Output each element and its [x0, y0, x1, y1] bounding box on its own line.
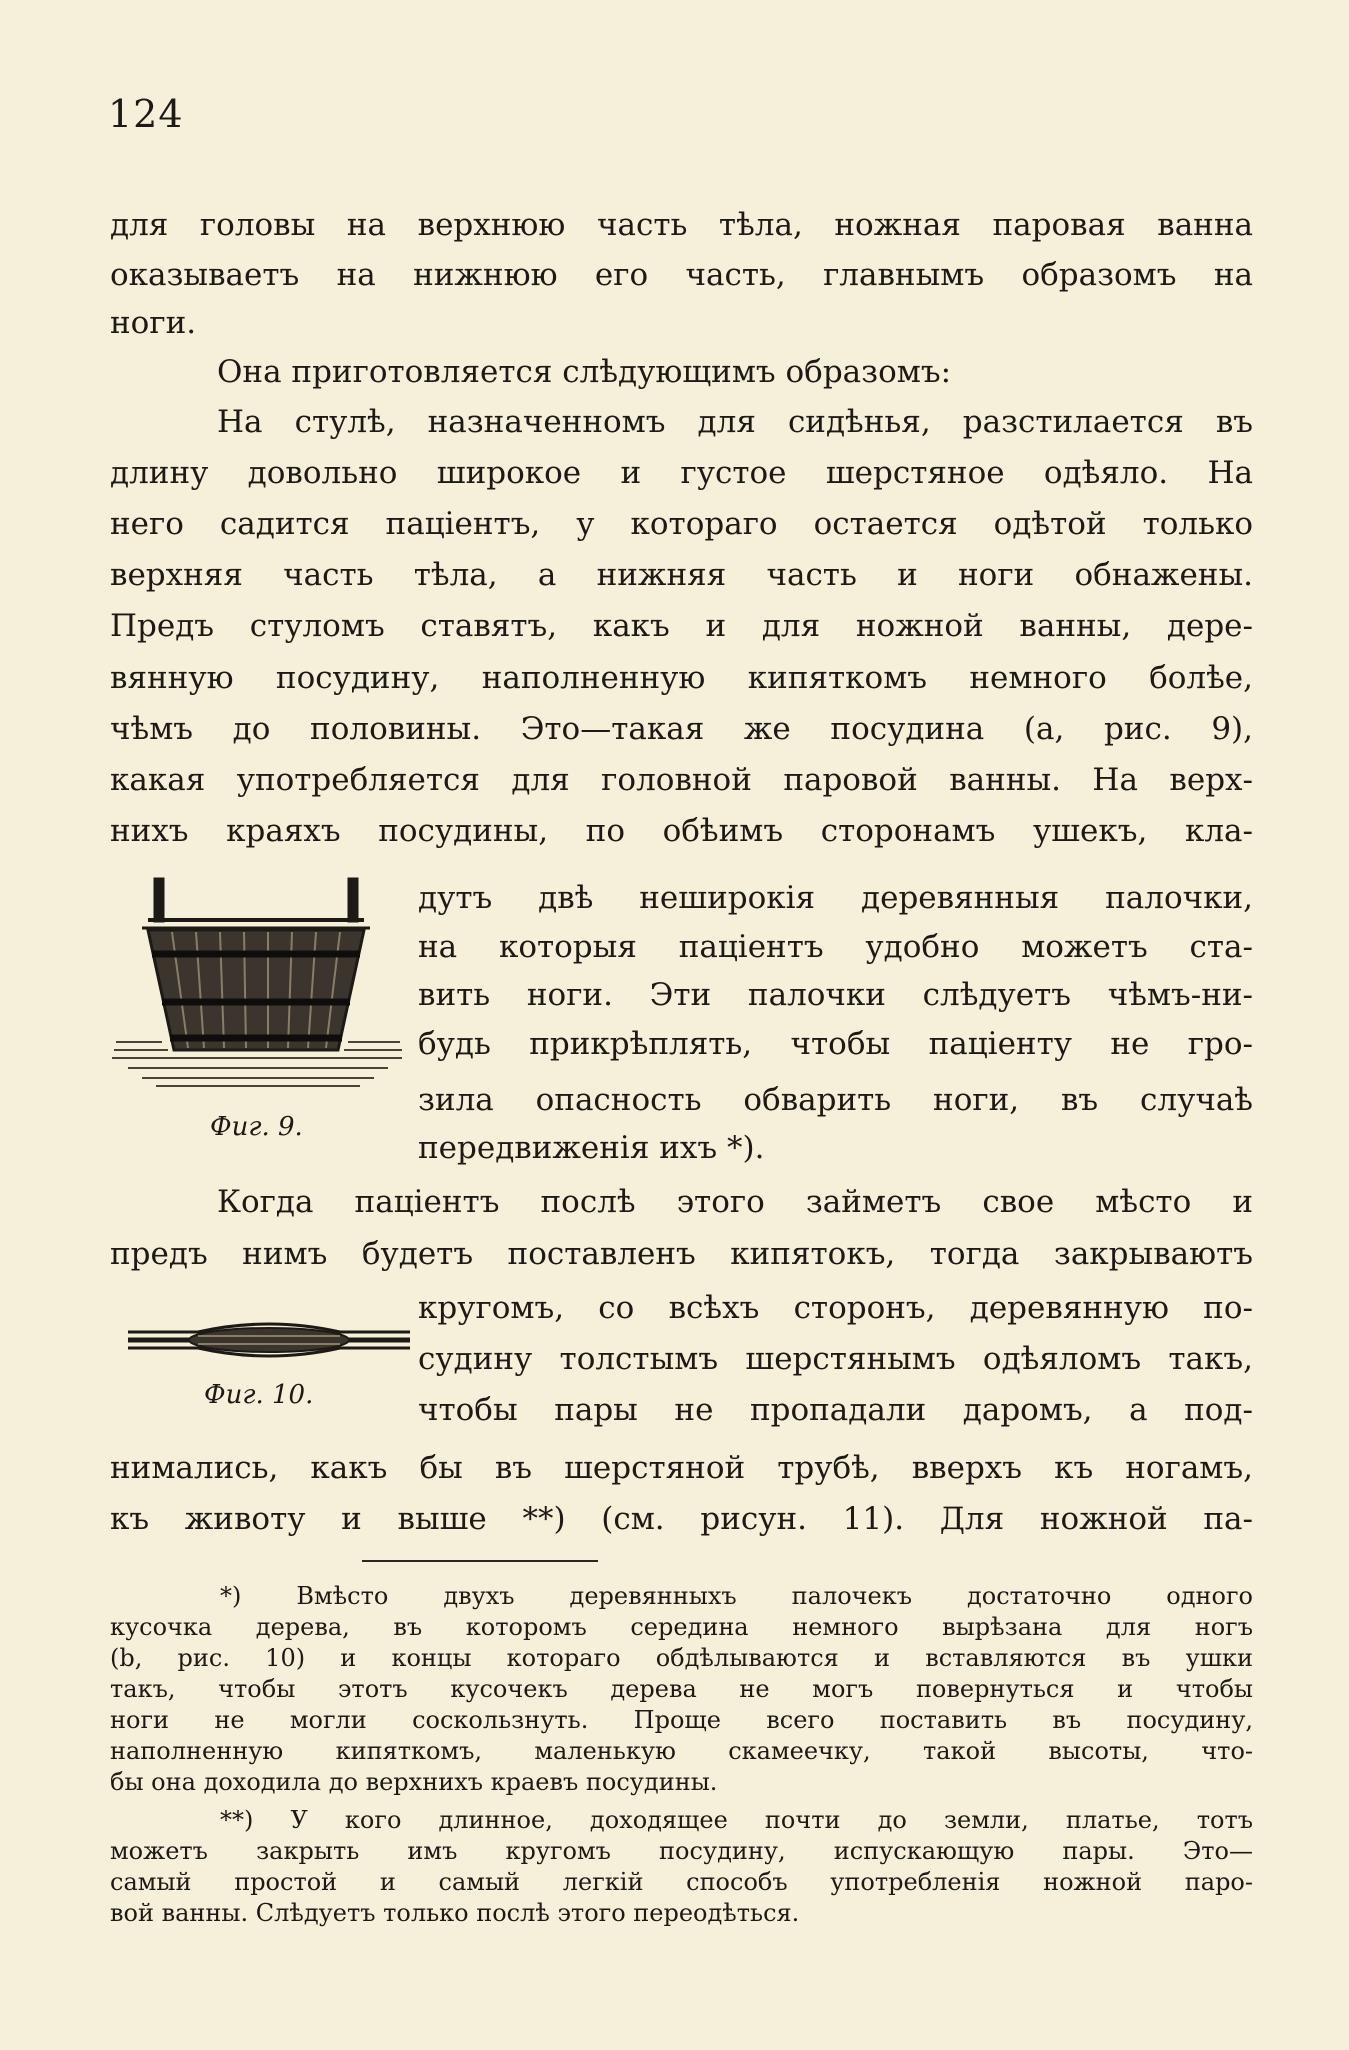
- text-line: него садится паціентъ, у котораго остается одѣтой только: [110, 506, 1253, 542]
- text-line: къ животу и выше **) (см. рисун. 11). Для ножной па-: [110, 1501, 1253, 1537]
- footnote-line: **) У кого длинное, доходящее почти до земли, платье, тотъ: [220, 1806, 1253, 1834]
- text-line: Когда паціентъ послѣ этого займетъ свое мѣсто и: [217, 1184, 1253, 1220]
- text-line: зила опасность обварить ноги, въ случаѣ: [418, 1082, 1253, 1118]
- text-line: нимались, какъ бы въ шерстяной трубѣ, вверхъ къ ногамъ,: [110, 1450, 1253, 1486]
- text-line: передвиженія ихъ *).: [418, 1130, 765, 1166]
- text-line: дутъ двѣ неширокія деревянныя палочки,: [418, 880, 1253, 916]
- text-line: кругомъ, со всѣхъ сторонъ, деревянную по-: [418, 1290, 1253, 1326]
- footnote-line: бы она доходила до верхнихъ краевъ посудины.: [110, 1768, 718, 1796]
- text-line: какая употребляется для головной паровой ванны. На верх-: [110, 762, 1253, 798]
- footnote-line: наполненную кипяткомъ, маленькую скамеечку, такой высоты, что-: [110, 1737, 1253, 1765]
- text-line: Она приготовляется слѣдующимъ образомъ:: [217, 354, 952, 390]
- figure-9-caption: Фиг. 9.: [210, 1112, 303, 1142]
- text-line: предъ нимъ будетъ поставленъ кипятокъ, тогда закрываютъ: [110, 1236, 1253, 1272]
- page-number: 124: [108, 92, 184, 136]
- text-line: нихъ краяхъ посудины, по обѣимъ сторонамъ ушекъ, кла-: [110, 813, 1253, 849]
- figure-10-caption: Фиг. 10.: [204, 1380, 314, 1410]
- text-line: на которыя паціентъ удобно можетъ ста-: [418, 929, 1253, 965]
- text-line: будь прикрѣплять, чтобы паціенту не гро-: [418, 1026, 1253, 1062]
- text-line: длину довольно широкое и густое шерстяное одѣяло. На: [110, 455, 1253, 491]
- footnote-line: (b, рис. 10) и концы котораго обдѣлываются и вставляются въ ушки: [110, 1644, 1253, 1672]
- text-line: чтобы пары не пропадали даромъ, а под-: [418, 1392, 1253, 1428]
- text-line: верхняя часть тѣла, а нижняя часть и ноги обнажены.: [110, 557, 1253, 593]
- figure-10-stick: [128, 1318, 410, 1362]
- text-line: чѣмъ до половины. Это—такая же посудина (a, рис. 9),: [110, 711, 1253, 747]
- text-line: ноги.: [110, 305, 197, 341]
- footnote-line: ноги не могли соскользнуть. Проще всего поставить въ посудину,: [110, 1706, 1253, 1734]
- text-line: для головы на верхнюю часть тѣла, ножная паровая ванна: [110, 207, 1253, 243]
- footnote-line: вой ванны. Слѣдуетъ только послѣ этого переодѣться.: [110, 1899, 800, 1927]
- text-line: На стулѣ, назначенномъ для сидѣнья, разстилается въ: [217, 404, 1253, 440]
- footnote-line: самый простой и самый легкій способъ употребленія ножной паро-: [110, 1868, 1253, 1896]
- footnote-line: можетъ закрыть имъ кругомъ посудину, испускающую пары. Это—: [110, 1837, 1253, 1865]
- footnote-line: кусочка дерева, въ которомъ середина немного вырѣзана для ногъ: [110, 1613, 1253, 1641]
- text-line: судину толстымъ шерстянымъ одѣяломъ такъ,: [418, 1341, 1253, 1377]
- text-line: вянную посудину, наполненную кипяткомъ немного болѣе,: [110, 660, 1253, 696]
- figure-9-bucket: [112, 872, 402, 1112]
- text-line: оказываетъ на нижнюю его часть, главнымъ образомъ на: [110, 257, 1253, 293]
- footnote-line: *) Вмѣсто двухъ деревянныхъ палочекъ достаточно одного: [220, 1582, 1253, 1610]
- footnote-rule: [362, 1560, 598, 1562]
- text-line: вить ноги. Эти палочки слѣдуетъ чѣмъ-ни-: [418, 977, 1253, 1013]
- text-line: Предъ стуломъ ставятъ, какъ и для ножной ванны, дере-: [110, 608, 1253, 644]
- footnote-line: такъ, чтобы этотъ кусочекъ дерева не могъ повернуться и чтобы: [110, 1675, 1253, 1703]
